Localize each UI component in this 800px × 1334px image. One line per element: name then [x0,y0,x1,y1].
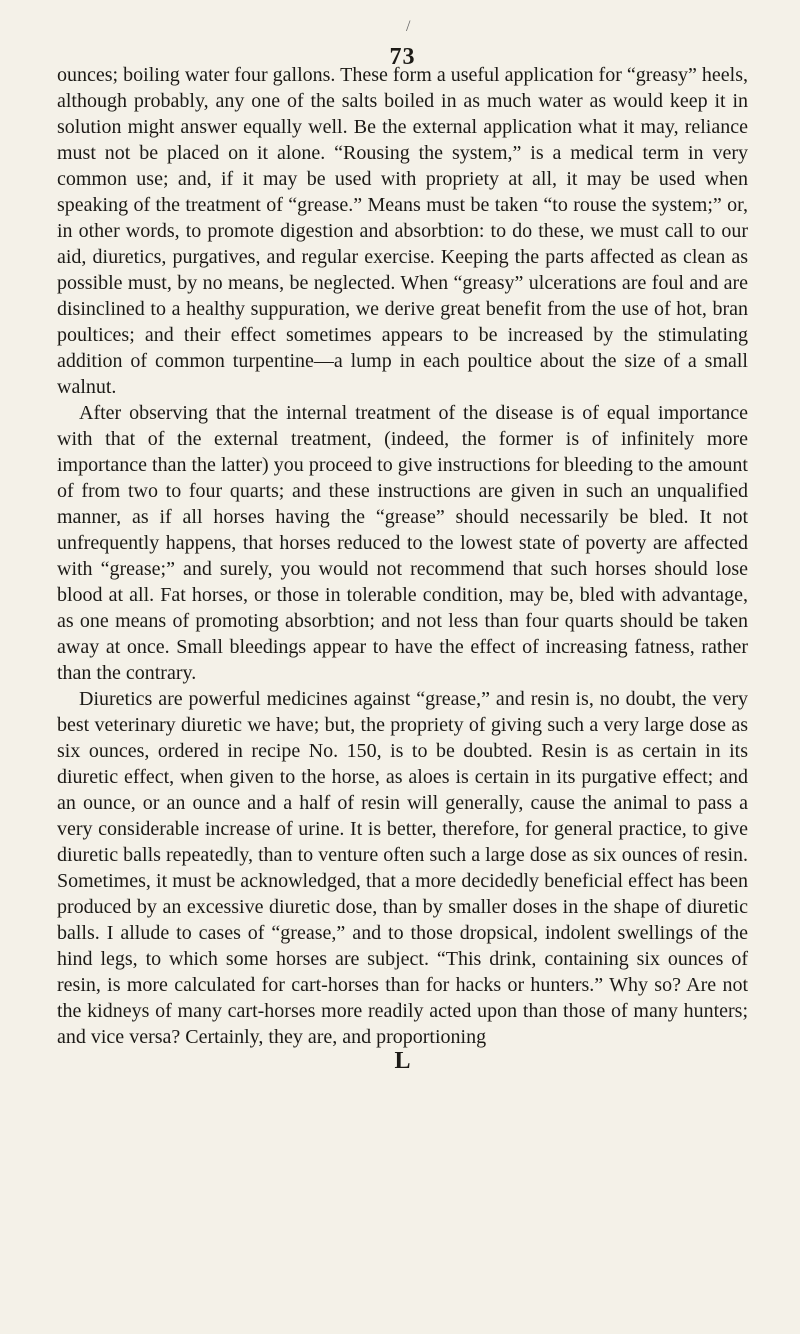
signature-mark: L [394,1048,411,1074]
body-text [57,62,748,1050]
paragraph-diuretics: Diuretics are powerful medicines against “grease,” and resin is, no doubt, the very best veterinary diuretic we have; but, the propriety of giving such a very large dose as six ounces, ordered in recipe No. 150, is to be doubted. Resin is as certain in its diuretic effect, when given to the horse, as aloes is certain in its purgative effect; and an ounce, or an ounce and a half of resin will generally, cause the animal to pass a very considerable increase of urine. It is better, therefore, for general practice, to give diuretic balls repeatedly, than to venture often such a large dose as six ounces of resin. Sometimes, it must be acknowledged, that a more decidedly beneficial effect has been produced by an excessive diuretic dose, than by smaller doses in the shape of diuretic balls. I allude to cases of “grease,” and to those dropsical, indolent swellings of the hind legs, to which some horses are subject. “This drink, containing six ounces of resin, is more calculated for cart-horses than for hacks or hunters.” Why so? Are not the kidneys of many cart-horses more readily acted upon than those of many hunters; and vice versa? Certainly, they are, and proportioning [57,688,748,1048]
page-number: 73 [389,44,416,70]
corner-mark: / [406,18,411,35]
paragraph-bleeding: After observing that the internal treatment of the disease is of equal importance with that of the external treatment, (indeed, the former is of infinitely more importance than the latter) you proceed to give instructions for bleeding to the amount of from two to four quarts; and these instructions are given in such an unqualified manner, as if all horses having the “grease” should necessarily be bled. It not unfrequently happens, that horses reduced to the lowest state of poverty are affected with “grease;” and surely, you would not recommend that such horses should lose blood at all. Fat horses, or those in tolerable condition, may be, bled with advantage, as one means of promoting absorbtion; and not less than four quarts should be taken away at once. Small bleedings appear to have the effect of increasing fatness, rather than the contrary. [57,402,748,684]
paragraph-continuation: ounces; boiling water four gallons. These form a useful application for “greasy” heels, although probably, any one of the salts boiled in as much water as would keep it in solution might answer equally well. Be the external application what it may, reliance must not be placed on it alone. “Rousing the system,” is a medical term in very common use; and, if it may be used with propriety at all, it may be used when speaking of the treatment of “grease.” Means must be taken “to rouse the system;” or, in other words, to promote digestion and absorbtion: to do these, we must call to our aid, diuretics, purgatives, and regular exercise. Keeping the parts affected as clean as possible must, by no means, be neglected. When “greasy” ulcerations are foul and are disinclined to a healthy suppuration, we derive great benefit from the use of hot, bran poultices; and their effect sometimes appears to be increased by the stimulating addition of common turpentine—a lump in each poultice about the size of a small walnut. [57,64,748,398]
